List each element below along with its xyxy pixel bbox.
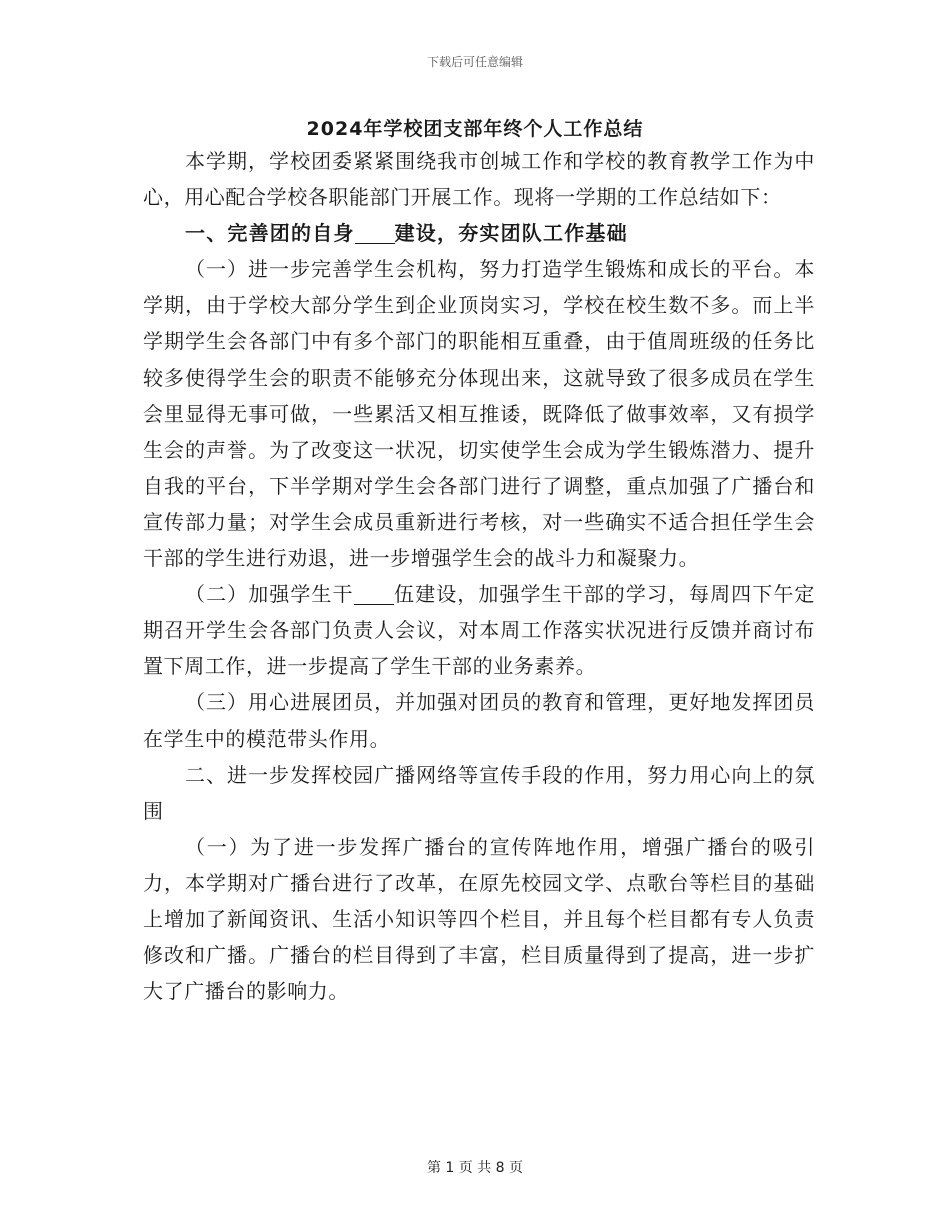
section-1-item-2	[143, 576, 815, 684]
blank-underline	[355, 223, 395, 244]
section-1-item-2-part-a: （二）加强学生干	[185, 582, 354, 607]
document-body	[143, 143, 815, 1009]
page-footer: 第 1 页 共 8 页	[426, 1160, 524, 1176]
section-1-item-3: （三）用心进展团员，并加强对团员的教育和管理，更好地发挥团员在学生中的模范带头作用。	[143, 690, 815, 751]
section-1-item-1: （一）进一步完善学生会机构，努力打造学生锻炼和成长的平台。本学期，由于学校大部分学生到企业顶岗实习，学校在校生数不多。而上半学期学生会各部门中有多个部门的职能相互重叠，由于值周班级的任务比较多使得学生会的职责不能够充分体现出来，这就导致了很多成员在学生会里显得无事可做，一些累活又相互推诿，既降低了做事效率，又有损学生会的声誉。为了改变这一状况，切实使学生会成为学生锻炼潜力、提升自我的平台，下半学期对学生会各部门进行了调整，重点加强了广播台和宣传部力量；对学生会成员重新进行考核，对一些确实不适合担任学生会干部的学生进行劝退，进一步增强学生会的战斗力和凝聚力。	[143, 257, 815, 571]
section-2-item-1: （一）为了进一步发挥广播台的宣传阵地作用，增强广播台的吸引力，本学期对广播台进行了改革，在原先校园文学、点歌台等栏目的基础上增加了新闻资讯、生活小知识等四个栏目，并且每个栏目都有专人负责修改和广播。广播台的栏目得到了丰富，栏目质量得到了提高，进一步扩大了广播台的影响力。	[143, 834, 815, 1004]
section-1-heading-part-a: 一、完善团的自身	[185, 221, 355, 246]
section-1-heading-part-b: 建设，夯实团队工作基础	[394, 221, 628, 246]
header-note: 下载后可任意编辑	[426, 55, 523, 69]
document-title: 2024年学校团支部年终个人工作总结	[306, 118, 644, 140]
section-1-heading	[143, 215, 815, 251]
blank-underline	[354, 584, 394, 605]
section-2-heading: 二、进一步发挥校园广播网络等宣传手段的作用，努力用心向上的氛围	[143, 762, 815, 823]
intro-paragraph: 本学期，学校团委紧紧围绕我市创城工作和学校的教育教学工作为中心，用心配合学校各职能部门开展工作。现将一学期的工作总结如下：	[143, 149, 815, 210]
section-1-item-2-part-b: 伍建设，加强学生干部的学习，每周四下午定期召开学生会各部门负责人会议，对本周工作落实状况进行反馈并商讨布置下周工作，进一步提高了学生干部的业务素养。	[143, 582, 815, 679]
